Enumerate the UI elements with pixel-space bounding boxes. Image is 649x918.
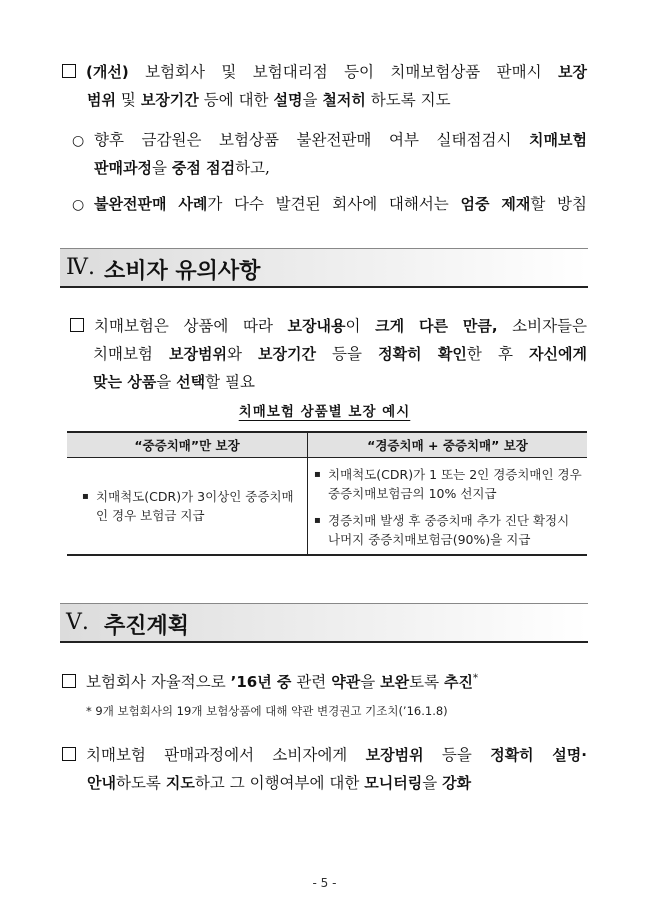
section-4-number: Ⅳ. [66, 255, 95, 280]
checkbox-square-icon [62, 747, 76, 761]
improvement-paragraph-line2: 범위 및 보장기간 등에 대한 설명을 철저히 하도록 지도 [87, 91, 451, 109]
section-5-number: Ⅴ. [66, 610, 89, 635]
table-row [67, 458, 587, 556]
table-header-row [67, 432, 587, 458]
section-4-heading [60, 248, 588, 288]
table-title: 치매보험 상품별 보장 예시 [238, 404, 411, 420]
checkbox-square-icon [62, 674, 76, 688]
consumer-paragraph-line1: 치매보험은 상품에 따라 보장내용이 크게 다른 만큼, 소비자들은 [70, 312, 587, 340]
inspection-paragraph-line2: 판매과정을 중점 점검하고, [94, 159, 270, 177]
square-bullet-icon: ▪ [82, 491, 89, 502]
sanction-paragraph: ○ 불완전판매 사례가 다수 발견된 회사에 대해서는 엄중 제재할 방침 [72, 190, 587, 219]
consumer-paragraph-line2: 치매보험 보장범위와 보장기간 등을 정확히 확인한 후 자신에게 [93, 345, 587, 363]
checkbox-square-icon [70, 318, 84, 332]
list-item: ▪ 치매척도(CDR)가 3이상인 중증치매인 경우 보험금 지급 [82, 489, 294, 523]
circle-bullet-icon: ○ [72, 197, 85, 213]
checkbox-square-icon [62, 64, 76, 78]
col-mild-severe-header: “경증치매 + 중증치매” 보장 [308, 432, 588, 458]
inspection-paragraph-line1: ○ 향후 금감원은 보험상품 불완전판매 여부 실태점검시 치매보험 [72, 126, 587, 155]
severe-only-cell [67, 458, 308, 556]
section-5-heading [60, 603, 588, 643]
list-item: ▪ 치매척도(CDR)가 1 또는 2인 경증치매인 경우 중증치매보험금의 10% 선지급 [314, 467, 582, 501]
mild-severe-cell [308, 458, 588, 556]
col-severe-only-header: “중증치매”만 보장 [67, 432, 308, 458]
plan-paragraph-2-line2: 안내하도록 지도하고 그 이행여부에 대한 모니터링을 강화 [87, 774, 472, 792]
square-bullet-icon: ▪ [314, 469, 321, 480]
plan-paragraph-1: 보험회사 자율적으로 ’16년 중 관련 약관을 보완토록 추진* [62, 665, 478, 696]
footnote: * 9개 보험회사의 19개 보험상품에 대해 약관 변경권고 기조치(’16.1.8) [86, 704, 448, 718]
page-number: - 5 - [312, 876, 337, 890]
circle-bullet-icon: ○ [72, 133, 85, 149]
consumer-paragraph-line3: 맞는 상품을 선택할 필요 [93, 373, 255, 391]
square-bullet-icon: ▪ [314, 515, 321, 526]
plan-paragraph-2-line1: 치매보험 판매과정에서 소비자에게 보장범위 등을 정확히 설명· [62, 741, 587, 769]
coverage-table [67, 431, 587, 556]
section-5-title: 추진계획 [104, 614, 190, 639]
list-item: ▪ 경증치매 발생 후 중증치매 추가 진단 확정시 나머지 중증치매보험금(90%)을 지급 [314, 513, 570, 547]
improvement-paragraph-line1: (개선) 보험회사 및 보험대리점 등이 치매보험상품 판매시 보장 [62, 58, 587, 86]
section-4-title: 소비자 유의사항 [104, 259, 261, 284]
